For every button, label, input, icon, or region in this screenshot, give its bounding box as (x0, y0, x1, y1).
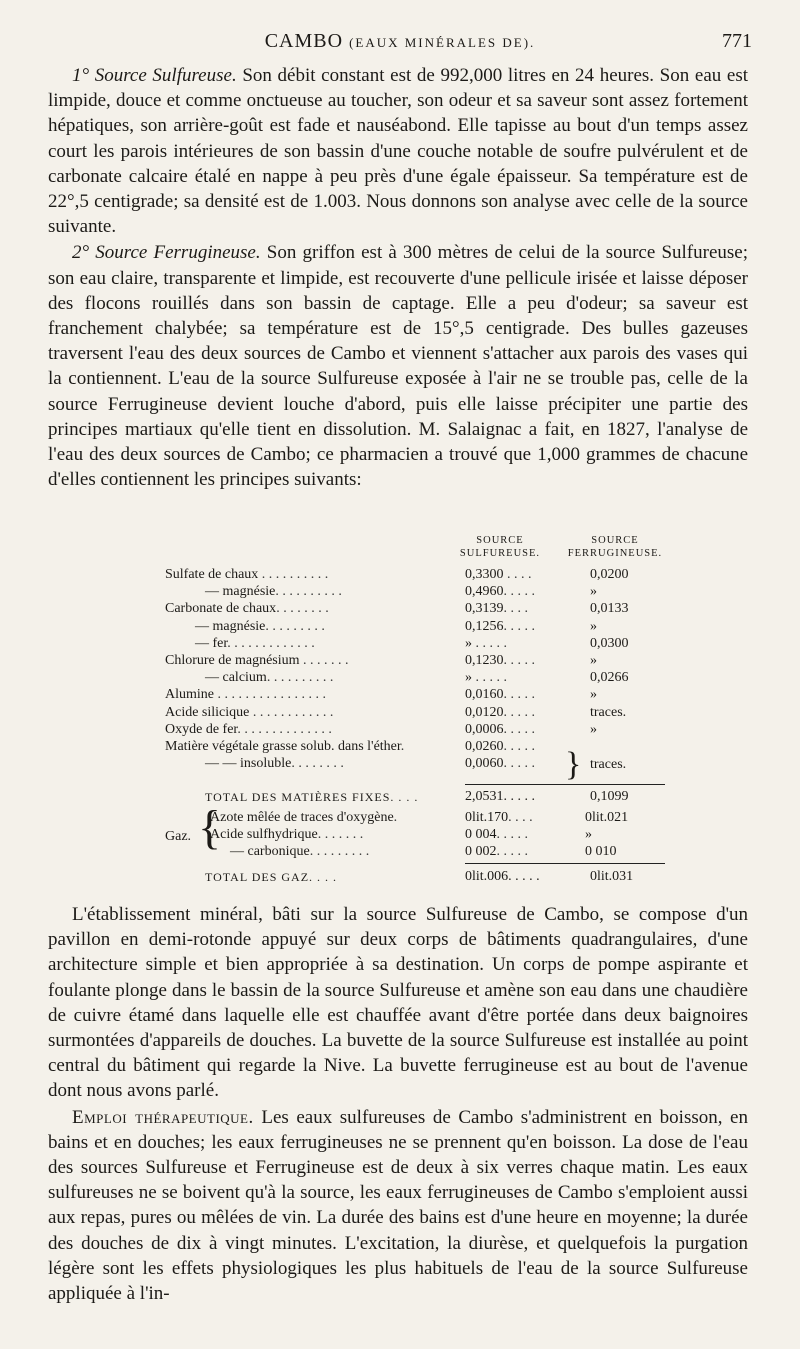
cell-value: 0,0120 (465, 704, 504, 720)
leader-dots: . . . . (508, 810, 533, 825)
running-title-sub: (EAUX MINÉRALES DE). (349, 35, 536, 50)
cell-value: 0 004 (465, 827, 497, 843)
table-row (165, 721, 685, 738)
value-sulfureuse (465, 566, 532, 583)
row-label-text: — carbonique (230, 844, 310, 860)
table-row (165, 704, 685, 721)
value-sulfureuse (465, 635, 507, 652)
row-label-text: — calcium (205, 670, 267, 686)
leader-dots: . . . . . (503, 789, 535, 804)
leader-dots: . . . . . (496, 827, 528, 843)
leader-dots: . . . . . (496, 844, 528, 860)
value-sulfureuse (465, 652, 535, 669)
row-label-text: Oxyde de fer (165, 721, 238, 737)
total-rule (465, 784, 665, 785)
value-ferrugineuse: » (585, 827, 592, 843)
leader-dots: . . . . . (503, 704, 535, 720)
row-label-text: — magnésie (205, 584, 276, 600)
row-label-text: — fer (195, 635, 228, 651)
leader-dots: . . . . . (503, 738, 535, 754)
table-row (165, 652, 685, 669)
leader-dots: . . . . . . . . . . . . . . (237, 721, 332, 737)
row-label-text: Carbonate de chaux (165, 601, 277, 617)
value-ferrugineuse: » (590, 687, 597, 703)
cell-value: 0,0006 (465, 721, 504, 737)
column-header-line: FERRUGINEUSE. (567, 548, 663, 559)
row-label (195, 635, 315, 652)
paragraph-label: 1° Source Sulfureuse. (72, 65, 237, 86)
value-ferrugineuse: » (590, 584, 597, 600)
leader-dots: . . . . . . . (299, 652, 349, 668)
value-ferrugineuse: » (590, 618, 597, 634)
leader-dots: . . . . . . . . . . . . . . . . (214, 687, 326, 703)
gaz-row (210, 843, 685, 860)
gaz-total-value: 0lit.006 (465, 869, 509, 884)
gaz-total-row (165, 866, 685, 888)
leader-dots: . . . . . (472, 670, 507, 686)
leader-dots: . . . . (503, 567, 532, 582)
paragraph-label: 2° Source Ferrugineuse. (72, 242, 261, 264)
leader-dots: . . . . . . . . . (265, 618, 325, 634)
row-label (165, 686, 326, 703)
value-ferrugineuse: 0,0300 (590, 635, 629, 651)
table-body (165, 566, 685, 772)
gaz-total-sulfureuse (465, 868, 540, 885)
value-sulfureuse (465, 738, 535, 755)
leader-dots: . . . . . (503, 618, 535, 634)
running-title (0, 30, 800, 53)
table-row (165, 669, 685, 686)
total-ferrugineuse: 0,1099 (590, 789, 629, 804)
row-label (195, 618, 325, 635)
paragraph-label: Emploi thérapeutique. (72, 1106, 254, 1128)
leader-dots: . . . . . . . . . . (266, 670, 334, 686)
leader-dots: . . . . . . . (317, 827, 364, 843)
paragraph-emploi-therapeutique (48, 1105, 748, 1307)
leader-dots: . (400, 738, 405, 754)
table-row (165, 583, 685, 600)
row-label-text: — magnésie (195, 618, 266, 634)
page-number: 771 (722, 30, 752, 52)
gaz-row (210, 826, 685, 843)
leader-dots: . . . . . (503, 721, 535, 737)
value-sulfureuse (465, 809, 533, 826)
row-label (205, 755, 344, 772)
leader-dots: . . . . . . . . . (309, 844, 370, 860)
row-label (165, 652, 349, 669)
row-label-text: Azote mêlée de traces d'oxygène (210, 810, 394, 825)
cell-value: 0 002 (465, 844, 497, 860)
table-row (165, 600, 685, 617)
leader-dots: . . . . . . . . . . (275, 584, 342, 600)
value-ferrugineuse: » (590, 652, 597, 668)
row-label-text: Acide sulfhydrique (210, 827, 318, 843)
value-sulfureuse (465, 583, 535, 600)
row-label-text: Chlorure de magnésium (165, 652, 300, 668)
row-label (165, 566, 328, 583)
paragraph-text: L'établissement minéral, bâti sur la source Sulfureuse de Cambo, se compose d'un pavillon en demi-rotonde appuyé sur deux corps de bâtiments quadrangulaires, d'une architecture simple et bien appropriée à sa destination. Un corps de pompe aspirante et foulante plonge dans le bassin de la source Sulfureuse et amène son eau dans une chaudière de cuivre étamé dans laquelle elle est chauffée avant d'être portée dans deux baignoires surmontées d'appareils de douches. La buvette de la source Sulfureuse est installée au point central du bâtiment qui regarde la Nive. La buvette ferrugineuse est au bout de l'avenue dont nous avons parlé. (48, 904, 748, 1102)
paragraph-text: Son débit constant est de 992,000 litres en 24 heures. Son eau est limpide, douce et comme onctueuse au toucher, son odeur et sa saveur sont assez fortement hépatiques, son arrière-goût est fade et nauséabond. Elle tapisse au bout d'un temps assez court les parois intérieures de son bassin d'une couche notable de soufre pulvérulent et de carbonate calcaire étalé en nappe à peu près d'une égale épaisseur. Sa température est de 22°,5 centigrade; sa densité est de 1.003. Nous donnons son analyse avec celle de la source suivante. (48, 65, 748, 238)
paragraph-source-ferrugineuse (48, 240, 748, 492)
gaz-row (210, 809, 685, 826)
running-header (0, 30, 800, 60)
value-sulfureuse (465, 721, 535, 738)
value-ferrugineuse: » (590, 721, 597, 737)
lower-text-block (48, 902, 748, 1306)
cell-value: 0,0260 (465, 738, 504, 754)
gaz-total-label: TOTAL DES GAZ. . . . (205, 870, 338, 884)
row-label (210, 826, 363, 843)
table-row (165, 618, 685, 635)
row-label-text: — — insoluble (205, 756, 292, 772)
analysis-table (165, 534, 685, 884)
upper-text-block (48, 63, 748, 492)
cell-value: 0,1256 (465, 618, 504, 634)
paragraph-etablissement (48, 902, 748, 1104)
column-header-line: SULFUREUSE. (459, 548, 541, 559)
value-ferrugineuse: traces. (590, 704, 627, 720)
value-sulfureuse (465, 843, 528, 860)
leader-dots: . . . . . . . . . . . . . (227, 635, 315, 651)
value-ferrugineuse: 0,0200 (590, 567, 629, 582)
table-row (165, 738, 685, 755)
cell-value: 0,0060 (465, 756, 504, 772)
row-label-text: Acide silicique (165, 704, 250, 720)
leader-dots: . . . . . (503, 687, 535, 703)
value-sulfureuse (465, 755, 535, 772)
leader-dots: . (393, 810, 398, 825)
cell-value: 0,4960 (465, 584, 504, 600)
paragraph-text: Les eaux sulfureuses de Cambo s'administrent en boisson, en bains et en douches; les eaux ferrugineuses ne se prennent qu'en boisson. La dose de l'eau des sources Sulfureuse et Ferrugineuse est de deux à six verres chaque matin. Les eaux sulfureuses ne se boivent qu'à la source, les eaux ferrugineuses de Cambo s'emploient aussi aux repas, pures ou mêlées de vin. La durée des bains est d'une heure en moyenne; la durée des douches de dix à vingt minutes. L'excitation, la diurèse, et quelquefois la purgation légère sont les effets physiologiques les plus habituels de l'eau de la source Sulfureuse appliquée à l'in- (48, 1106, 748, 1305)
value-sulfureuse (465, 704, 535, 721)
row-label (210, 809, 397, 826)
leader-dots: . . . . . (503, 756, 535, 772)
left-brace: { (198, 801, 222, 854)
cell-value: » (465, 635, 472, 651)
total-row (165, 786, 685, 808)
leader-dots: . . . . . . . . (276, 601, 329, 617)
table-header (165, 534, 685, 566)
row-label (205, 669, 333, 686)
row-label (230, 843, 369, 860)
running-title-main: CAMBO (264, 30, 344, 52)
leader-dots: . . . . (503, 601, 528, 617)
value-sulfureuse (465, 669, 507, 686)
row-label (165, 721, 332, 738)
total-label: TOTAL DES MATIÈRES FIXES. . . . (205, 790, 419, 804)
total-value: 2,0531 (465, 789, 504, 804)
gaz-total-ferrugineuse: 0lit.031 (590, 869, 634, 884)
row-label-text: Alumine (165, 687, 214, 703)
right-brace: } (565, 746, 582, 783)
cell-value: 0lit.170 (465, 810, 509, 825)
row-label-text: Matière végétale grasse solub. dans l'éther (165, 738, 401, 754)
row-label (205, 583, 342, 600)
column-header-sulfureuse (455, 534, 545, 560)
row-label (165, 600, 329, 617)
paragraph-text: Son griffon est à 300 mètres de celui de la source Sulfureuse; son eau claire, transparente et limpide, est recouverte d'une pellicule irisée et laisse déposer des flocons rouillés dans son bassin de captage. Elle a peu d'odeur; sa saveur est franchement chalybée; sa température est de 15°,5 centigrade. Des bulles gazeuses traversent l'eau des deux sources de Cambo et viennent s'attacher aux parois des vases qui la contiennent. L'eau de la source Sulfureuse exposée à l'air ne se trouble pas, celle de la source Ferrugineuse devient louche d'abord, puis elle laisse précipiter une partie des principes martiaux qu'elle tient en dissolution. M. Salaignac a fait, en 1827, l'analyse de l'eau des deux sources de Cambo; ce pharmacien a trouvé que 1,000 grammes de chacune d'elles contiennent les principes suivants: (48, 242, 748, 491)
row-label (165, 738, 404, 755)
leader-dots: . . . . . (508, 869, 540, 884)
leader-dots: . . . . . . . . . . (258, 567, 329, 582)
value-sulfureuse (465, 686, 535, 703)
cell-value: 0,1230 (465, 652, 504, 668)
leader-dots: . . . . . (503, 652, 535, 668)
row-label (165, 704, 333, 721)
leader-dots: . . . . . . . . (291, 756, 344, 772)
value-ferrugineuse: 0 010 (585, 844, 617, 860)
column-header-line: SOURCE (476, 535, 524, 546)
gaz-rows (210, 809, 685, 861)
table-row (165, 635, 685, 652)
value-sulfureuse (465, 618, 535, 635)
cell-value: » (465, 670, 472, 686)
gaz-label: Gaz. (165, 829, 192, 844)
value-sulfureuse (465, 826, 528, 843)
paragraph-source-sulfureuse (48, 63, 748, 239)
table-row (165, 686, 685, 703)
leader-dots: . . . . . (503, 584, 535, 600)
value-ferrugineuse: 0lit.021 (585, 810, 629, 825)
cell-value: 0,3300 (465, 567, 504, 582)
gaz-total-rule (465, 863, 665, 864)
cell-value: 0,3139 (465, 601, 504, 617)
value-ferrugineuse: 0,0133 (590, 601, 629, 617)
row-label-text: Sulfate de chaux (165, 567, 259, 582)
total-sulfureuse (465, 788, 535, 805)
table-row (165, 566, 685, 583)
leader-dots: . . . . . . . . . . . . (249, 704, 334, 720)
cell-value: 0,0160 (465, 687, 504, 703)
value-ferrugineuse: 0,0266 (590, 670, 629, 686)
column-header-line: SOURCE (591, 535, 639, 546)
brace-value: traces. (590, 757, 627, 772)
column-header-ferrugineuse (565, 534, 665, 560)
leader-dots: . . . . . (472, 635, 507, 651)
value-sulfureuse (465, 600, 528, 617)
